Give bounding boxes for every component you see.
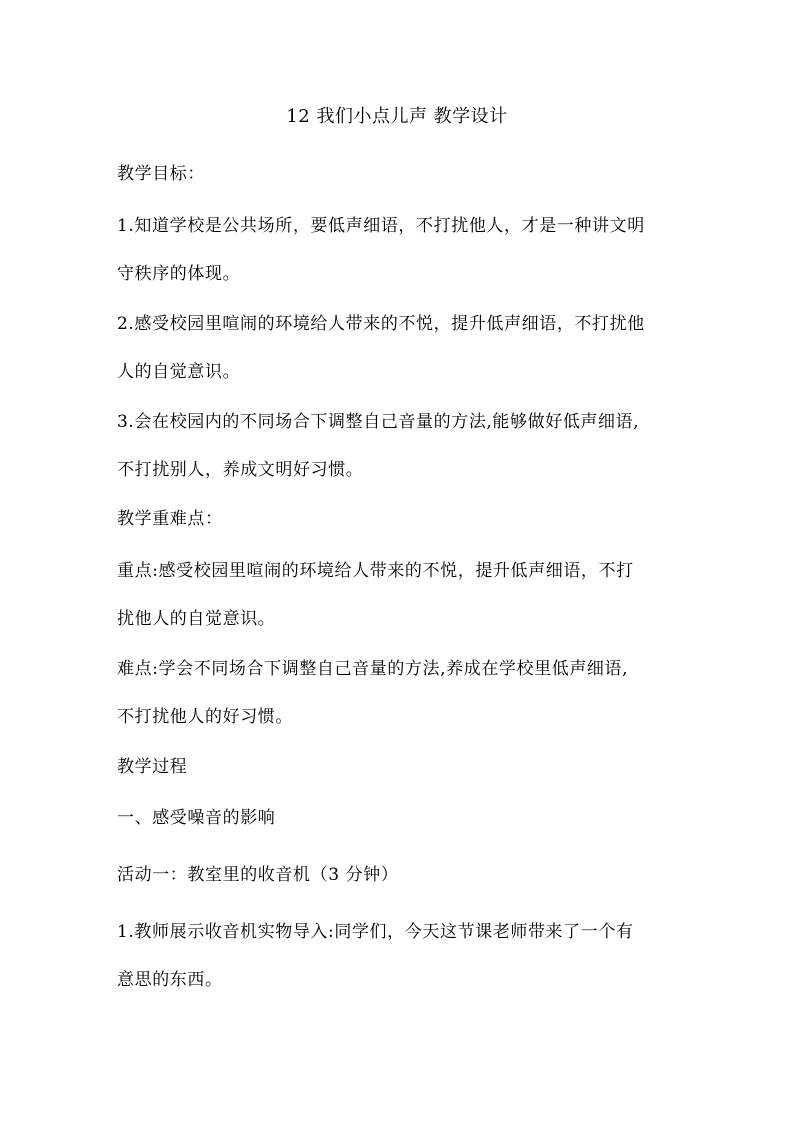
difficult-point — [117, 657, 687, 729]
paragraph-line: 不打扰别人，养成文明好习惯。 — [117, 460, 364, 480]
paragraph-line: 教学过程 — [117, 757, 188, 777]
paragraph-line: 活动一：教室里的收音机（3 分钟） — [117, 865, 399, 885]
paragraph-line: 重点:感受校园里喧闹的环境给人带来的不悦，提升低声细语，不打 — [117, 561, 634, 581]
paragraph-line: 教学目标： — [117, 164, 205, 184]
objective-2 — [117, 312, 687, 384]
paragraph-line: 意思的东西。 — [117, 970, 223, 990]
paragraph-line: 一、感受噪音的影响 — [117, 808, 276, 828]
paragraph-line: 教学重难点： — [117, 509, 223, 529]
paragraph-line: 3.会在校园内的不同场合下调整自己音量的方法,能够做好低声细语, — [117, 412, 640, 432]
activity-step-1 — [117, 920, 687, 992]
objective-3 — [117, 410, 687, 482]
subsection-heading — [117, 806, 687, 830]
section-heading-process — [117, 755, 687, 779]
paragraph-line: 守秩序的体现。 — [117, 264, 241, 284]
paragraph-line: 2.感受校园里喧闹的环境给人带来的不悦，提升低声细语，不打扰他 — [117, 314, 645, 334]
activity-heading — [117, 863, 687, 887]
document-title: 12 我们小点儿声 教学设计 — [286, 106, 508, 127]
paragraph-line: 人的自觉意识。 — [117, 362, 241, 382]
section-heading-objectives — [117, 162, 687, 186]
paragraph-line: 1.教师展示收音机实物导入:同学们，今天这节课老师带来了一个有 — [117, 922, 634, 942]
key-point — [117, 559, 687, 631]
paragraph-line: 1.知道学校是公共场所，要低声细语，不打扰他人，才是一种讲文明 — [117, 216, 645, 236]
paragraph-line: 不打扰他人的好习惯。 — [117, 707, 293, 727]
objective-1 — [117, 214, 687, 286]
paragraph-line: 扰他人的自觉意识。 — [117, 609, 276, 629]
paragraph-line: 难点:学会不同场合下调整自己音量的方法,养成在学校里低声细语, — [117, 659, 629, 679]
section-heading-key-points — [117, 507, 687, 531]
